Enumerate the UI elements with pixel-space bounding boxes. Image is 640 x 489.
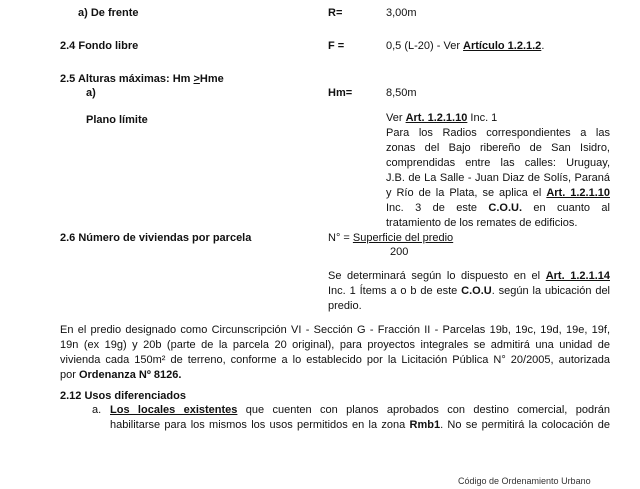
- fondo-libre-label: 2.4 Fondo libre: [60, 40, 139, 52]
- setback-front-label: a) De frente: [78, 7, 139, 19]
- fondo-libre-symbol: F =: [328, 40, 345, 52]
- alturas-sub-a: a): [86, 87, 96, 99]
- art-link[interactable]: Art. 1.2.1.10: [405, 112, 468, 124]
- usos-item-marker: a.: [92, 404, 102, 416]
- alturas-maximas-heading: 2.5 Alturas máximas: Hm >Hme: [60, 73, 224, 85]
- setback-front-value: 3,00m: [386, 7, 417, 19]
- fondo-libre-value: 0,5 (L-20) - Ver Artículo 1.2.1.2.: [386, 40, 545, 52]
- usos-item-a: Los locales existentes que cuenten con planos aprobados con destino comercial, podrán habilitarse para los mismos los usos permitidos en la zona Rmb1. No se permitirá la colocación de: [110, 404, 610, 431]
- hm-symbol: Hm=: [328, 87, 353, 99]
- setback-front-symbol: R=: [328, 7, 343, 19]
- viviendas-formula: N° = Superficie del predio: [328, 232, 454, 244]
- page-footer: Código de Ordenamiento Urbano: [458, 476, 591, 486]
- usos-heading: 2.12 Usos diferenciados: [60, 390, 186, 402]
- plano-limite-label: Plano límite: [86, 114, 148, 126]
- hm-value: 8,50m: [386, 87, 417, 99]
- viviendas-formula-denominator: 200: [390, 246, 409, 258]
- art-link[interactable]: Art. 1.2.1.14: [545, 270, 610, 282]
- predio-paragraph: En el predio designado como Circunscripción VI - Sección G - Fracción II - Parcelas 19b, 19c, 19d, 19e, 19f, 19n (ex 19g) y 20b (parte de la parcela 20 original), para proyectos integrales se admitirá una unidad de vivienda cada 150m² de terreno, conforme a lo establecido por la Licitación Pública N° 20/2005, autorizada por Ordenanza Nº 8126.: [60, 324, 610, 381]
- ordenanza-ref: Ordenanza Nº 8126.: [78, 369, 182, 381]
- articulo-link[interactable]: Artículo 1.2.1.2: [463, 40, 542, 52]
- viviendas-note: Se determinará según lo dispuesto en el Art. 1.2.1.14 Inc. 1 Ítems a o b de este C.O.U. según la ubicación del predio.: [328, 270, 610, 312]
- art-link[interactable]: Art. 1.2.1.10: [546, 187, 610, 199]
- viviendas-label: 2.6 Número de viviendas por parcela: [60, 232, 252, 244]
- plano-limite-text: Ver Art. 1.2.1.10 Inc. 1 Para los Radios correspondientes a las zonas del Bajo ribereño de San Isidro, comprendidas entre las calles: Uruguay, J.B. de La Salle - Juan Diaz de Solís, Paraná y Río de la Plata, se aplica el Art. 1.2.1.10 Inc. 3 de este C.O.U. en cuanto al tratamiento de los remates de edificios.: [386, 112, 610, 229]
